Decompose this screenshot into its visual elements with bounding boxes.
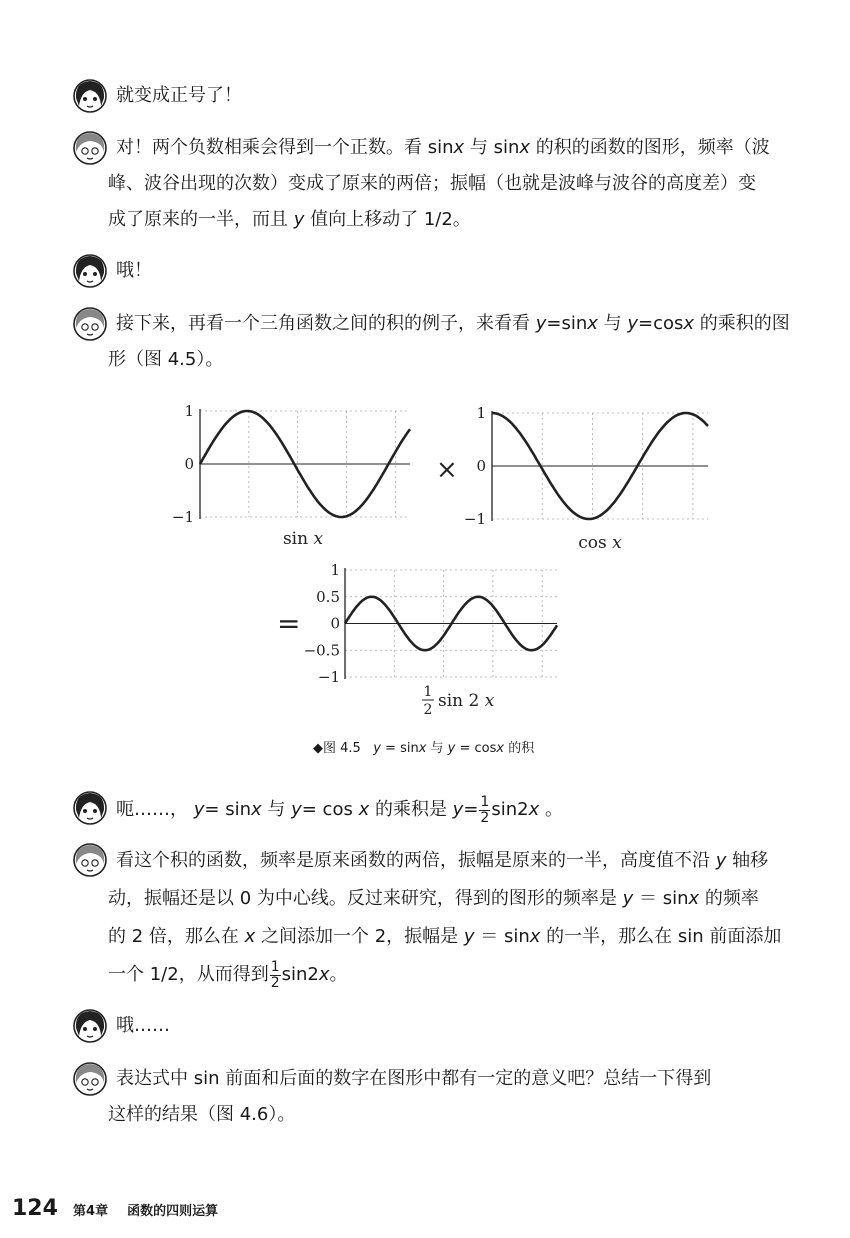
girl-b-avatar-icon [72,130,108,166]
dialogue-text [116,792,816,828]
y-tick-label: 0 [476,457,486,475]
text-line: 动，振幅还是以 0 为中心线。反过来研究，得到的图形的频率是 y ＝ sinx 的频率 [108,888,759,909]
text-line: 哦…… [116,1015,170,1036]
dialogue-text [108,306,816,378]
y-tick-label: 1 [184,402,194,420]
girl-a-avatar-icon [72,1008,108,1044]
dialogue-text [116,78,816,114]
x-label-numerator: 1 [423,684,433,700]
cos-chart [464,404,708,553]
x-axis-label: cos x [578,533,622,553]
dialogue-text [108,1061,816,1133]
girl-b-avatar-icon [72,842,108,878]
y-tick-label: 1 [476,404,486,422]
y-tick-label: 0 [330,614,340,633]
times-operator: × [436,455,458,485]
y-tick-label: 0.5 [316,587,340,606]
series-line [200,411,410,517]
equals-operator: = [277,607,301,640]
figure-caption [313,737,534,756]
y-tick-label: 1 [330,561,340,579]
girl-b-avatar-icon [72,306,108,342]
text-line: 一个 1/2，从而得到 $\frac{1}{2}$ sin2x。 [108,958,348,991]
x-label-denominator: 2 [423,702,433,718]
text-line: 就变成正号了！ [116,85,242,106]
text-line: 接下来，再看一个三角函数之间的积的例子，来看看 y=sinx 与 y=cosx 的乘积的图 [116,313,790,334]
girl-b-avatar-icon [72,1061,108,1097]
page-footer [12,1196,218,1221]
y-tick-label: −0.5 [303,641,340,660]
text-line: 这样的结果（图 4.6）。 [108,1104,296,1125]
x-axis-label: sin 2 x [438,691,495,711]
y-tick-label: 0 [184,455,194,473]
text-line: 表达式中 sin 前面和后面的数字在图形中都有一定的意义吧？总结一下得到 [116,1068,712,1089]
text-line: 呃……， y= sinx 与 y= cos x 的乘积是 y= $\frac{1}{2}$ sin2x 。 [116,793,563,826]
text-line: 形（图 4.5）。 [108,349,224,370]
series-line [345,597,557,650]
x-axis-label: sin x [282,529,324,549]
dialogue-text [108,130,816,238]
text-line: 的 2 倍，那么在 x 之间添加一个 2，振幅是 y ＝ sinx 的一半，那么在 sin 前面添加 [108,926,782,947]
y-tick-label: −1 [171,508,194,526]
chapter-label: 第4章 [73,1204,109,1219]
caption-formula: y = sinx 与 y = cosx 的积 [373,741,535,756]
text-line: 峰、波谷出现的次数）变成了原来的两倍；振幅（也就是波峰与波谷的高度差）变 [108,173,756,194]
caption-prefix: ◆图 4.5 [313,741,361,756]
page-number: 124 [12,1196,58,1221]
dialogue-text [116,253,816,289]
text-line: 哦！ [116,260,152,281]
girl-a-avatar-icon [72,790,108,826]
dialogue-text [116,1008,816,1044]
text-line: 看这个积的函数，频率是原来函数的两倍，振幅是原来的一半，高度值不沿 y 轴移 [116,850,769,871]
dialogue-text [108,842,816,994]
fraction: $\frac{1}{2}$ [270,958,280,991]
chapter-title: 函数的四则运算 [127,1204,219,1219]
girl-a-avatar-icon [72,253,108,289]
series-line [492,413,708,519]
text-line: 对！两个负数相乘会得到一个正数。看 sinx 与 sinx 的积的函数的图形，频率（波 [116,137,770,158]
sin-chart [172,402,410,549]
fraction: $\frac{1}{2}$ [480,793,490,826]
product-chart [304,561,557,718]
text-line: 成了原来的一半，而且 y 值向上移动了 1/2。 [108,209,471,230]
girl-a-avatar-icon [72,78,108,114]
y-tick-label: −1 [463,510,486,528]
y-tick-label: −1 [317,668,340,686]
